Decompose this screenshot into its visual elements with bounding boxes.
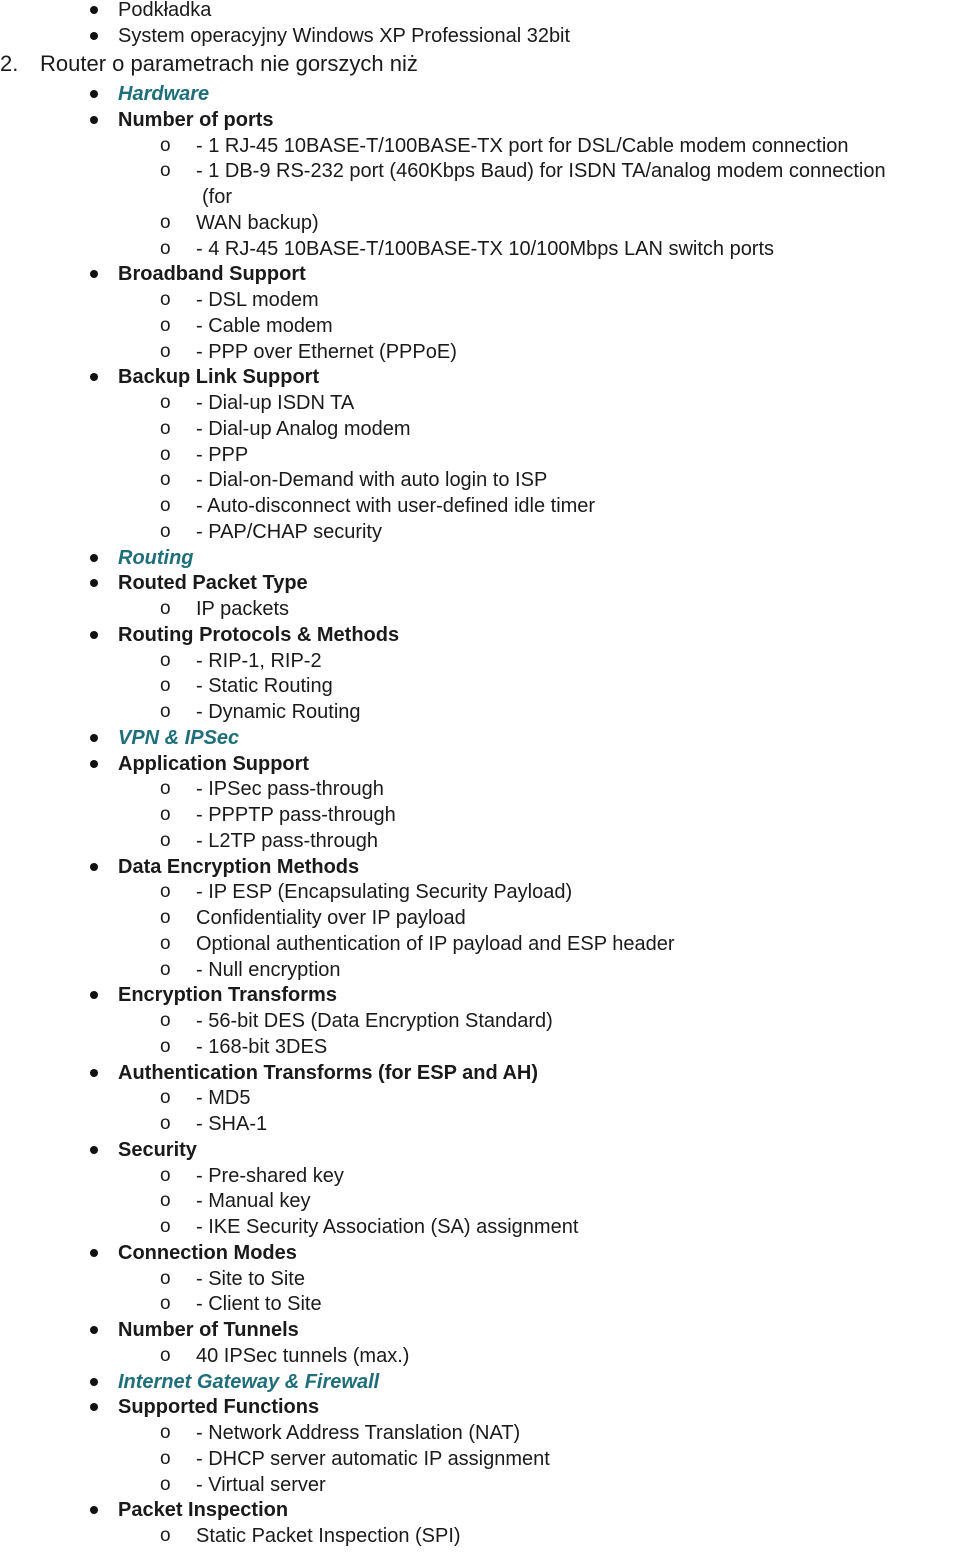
- spec-sub-text: WAN backup): [196, 211, 319, 234]
- spec-heading-label: Data Encryption Methods: [118, 855, 360, 878]
- spec-sub-text: - 56-bit DES (Data Encryption Standard): [196, 1010, 553, 1032]
- spec-heading-label: Routed Packet Type: [118, 572, 308, 595]
- spec-heading-label: Number of ports: [118, 108, 274, 131]
- spec-sub-text: - Manual key: [196, 1190, 311, 1213]
- spec-sub-text: Static Packet Inspection (SPI): [196, 1525, 461, 1547]
- spec-sub-text: - Static Routing: [196, 675, 333, 698]
- category-label: VPN & IPSec: [118, 726, 240, 749]
- spec-sub-text: - 1 DB-9 RS-232 port (460Kbps Baud) for ISDN TA/analog modem connection: [196, 160, 886, 183]
- spec-sub-text: - Virtual server: [196, 1473, 326, 1496]
- spec-sub-text: - PAP/CHAP security: [196, 520, 382, 543]
- spec-sub-text: - 168-bit 3DES: [196, 1035, 328, 1058]
- bullet-icon: [90, 373, 98, 381]
- sub-bullet-icon: o: [160, 907, 171, 928]
- sub-bullet-icon: o: [160, 289, 171, 310]
- spec-heading-label: Connection Modes: [118, 1241, 297, 1264]
- spec-sub-text: - Dial-up ISDN TA: [196, 392, 355, 414]
- sub-bullet-icon: o: [160, 314, 171, 336]
- spec-sub-text: - PPP: [196, 443, 249, 466]
- spec-sub-text: - Client to Site: [196, 1293, 322, 1316]
- spec-heading-label: Authentication Transforms (for ESP and AH): [118, 1061, 539, 1084]
- bullet-icon: [90, 90, 98, 98]
- sub-bullet-icon: o: [160, 1447, 171, 1469]
- bullet-icon: [90, 1506, 98, 1514]
- category-label: Internet Gateway & Firewall: [118, 1370, 380, 1393]
- spec-heading-label: Packet Inspection: [118, 1499, 289, 1522]
- sub-bullet-icon: o: [160, 1267, 171, 1289]
- sub-bullet-icon: o: [160, 495, 171, 516]
- sub-bullet-icon: o: [160, 160, 171, 182]
- spec-sub-text: - IKE Security Association (SA) assignment: [196, 1216, 579, 1238]
- spec-heading-label: Number of Tunnels: [118, 1319, 299, 1341]
- spec-sub-text: - Auto-disconnect with user-defined idle timer: [196, 495, 596, 517]
- sub-bullet-icon: o: [160, 1344, 171, 1366]
- bullet-icon: [90, 1069, 98, 1077]
- bullet-icon: [90, 1326, 98, 1334]
- bullet-icon: [90, 270, 98, 278]
- sub-bullet-icon: o: [160, 804, 171, 825]
- sub-bullet-icon: o: [160, 134, 171, 156]
- spec-sub-text: - Dynamic Routing: [196, 701, 361, 723]
- spec-sub-text: - Cable modem: [196, 314, 333, 337]
- spec-sub-text: - Site to Site: [196, 1267, 305, 1290]
- sub-bullet-icon: o: [160, 1473, 171, 1495]
- sub-bullet-icon: o: [160, 1216, 171, 1237]
- sub-bullet-icon: o: [160, 1010, 171, 1031]
- bullet-icon: [90, 554, 98, 562]
- sub-bullet-icon: o: [160, 417, 171, 439]
- spec-sub-text: - MD5: [196, 1087, 251, 1110]
- sub-bullet-icon: o: [160, 1190, 171, 1212]
- sub-bullet-icon: o: [160, 520, 171, 542]
- spec-sub-text: - Dial-up Analog modem: [196, 417, 411, 440]
- spec-sub-text: - Network Address Translation (NAT): [196, 1422, 521, 1444]
- bullet-icon: [90, 579, 98, 587]
- spec-sub-text: - Pre-shared key: [196, 1164, 344, 1187]
- spec-sub-text: - PPPTP pass-through: [196, 804, 396, 826]
- sub-bullet-icon: o: [160, 340, 171, 362]
- spec-sub-text: - DSL modem: [196, 289, 319, 311]
- category-label: Hardware: [118, 83, 210, 105]
- sub-bullet-icon: o: [160, 932, 171, 954]
- bullet-icon: [90, 734, 98, 742]
- spec-heading-label: Security: [118, 1138, 197, 1161]
- spec-sub-text: - 4 RJ-45 10BASE-T/100BASE-TX 10/100Mbps LAN switch ports: [196, 237, 775, 260]
- sub-bullet-icon: o: [160, 701, 171, 722]
- spec-sub-text: - Dial-on-Demand with auto login to ISP: [196, 469, 548, 492]
- spec-sub-text: Confidentiality over IP payload: [196, 907, 466, 929]
- spec-heading-label: Encryption Transforms: [118, 984, 337, 1007]
- spec-sub-text: - IPSec pass-through: [196, 778, 384, 801]
- sub-bullet-icon: o: [160, 469, 171, 491]
- intro-item-text: Podkładka: [118, 0, 212, 21]
- spec-heading-label: Supported Functions: [118, 1396, 320, 1419]
- sub-bullet-icon: o: [160, 1035, 171, 1057]
- spec-heading-label: Broadband Support: [118, 263, 306, 286]
- sub-bullet-icon: o: [160, 1087, 171, 1109]
- spec-sub-text: - 1 RJ-45 10BASE-T/100BASE-TX port for DSL/Cable modem connection: [196, 134, 849, 157]
- spec-sub-text: - L2TP pass-through: [196, 829, 378, 852]
- bullet-icon: [90, 991, 98, 999]
- spec-sub-text: - SHA-1: [196, 1113, 268, 1135]
- sub-bullet-icon: o: [160, 829, 171, 851]
- sub-bullet-icon: o: [160, 881, 171, 903]
- sub-bullet-icon: o: [160, 1525, 171, 1546]
- bullet-icon: [90, 1249, 98, 1257]
- intro-item-text: System operacyjny Windows XP Professional 32bit: [118, 25, 571, 47]
- spec-sub-text: Optional authentication of IP payload and ESP header: [196, 932, 675, 955]
- spec-sub-text: IP packets: [196, 598, 290, 620]
- spec-sub-text: - IP ESP (Encapsulating Security Payload): [196, 881, 573, 904]
- spec-sub-text: 40 IPSec tunnels (max.): [196, 1344, 410, 1367]
- bullet-icon: [90, 1378, 98, 1386]
- spec-heading-label: Application Support: [118, 752, 310, 775]
- sub-bullet-icon: o: [160, 443, 171, 465]
- sub-bullet-icon: o: [160, 1422, 171, 1443]
- bullet-icon: [90, 1403, 98, 1411]
- spec-sub-text: - PPP over Ethernet (PPPoE): [196, 340, 457, 363]
- section-number: 2.: [0, 51, 19, 76]
- bullet-icon: [90, 32, 98, 40]
- sub-bullet-icon: o: [160, 1113, 171, 1134]
- spec-heading-label: Backup Link Support: [118, 366, 320, 389]
- bullet-icon: [90, 631, 98, 639]
- sub-bullet-icon: o: [160, 778, 171, 800]
- bullet-icon: [90, 863, 98, 871]
- sub-bullet-icon: o: [160, 649, 171, 671]
- sub-bullet-icon: o: [160, 1164, 171, 1186]
- sub-bullet-icon: o: [160, 237, 171, 259]
- spec-sub-text: (for: [202, 186, 232, 208]
- bullet-icon: [90, 116, 98, 124]
- bullet-icon: [90, 1146, 98, 1154]
- spec-sub-text: - DHCP server automatic IP assignment: [196, 1447, 550, 1470]
- sub-bullet-icon: o: [160, 211, 171, 233]
- sub-bullet-icon: o: [160, 1293, 171, 1315]
- category-label: Routing: [118, 546, 194, 569]
- bullet-icon: [90, 6, 98, 14]
- sub-bullet-icon: o: [160, 958, 171, 980]
- spec-sub-text: - Null encryption: [196, 958, 341, 981]
- section-title: Router o parametrach nie gorszych niż: [40, 51, 418, 76]
- spec-heading-label: Routing Protocols & Methods: [118, 623, 400, 646]
- bullet-icon: [90, 760, 98, 768]
- sub-bullet-icon: o: [160, 598, 171, 619]
- sub-bullet-icon: o: [160, 392, 171, 413]
- sub-bullet-icon: o: [160, 675, 171, 697]
- spec-sub-text: - RIP-1, RIP-2: [196, 649, 322, 672]
